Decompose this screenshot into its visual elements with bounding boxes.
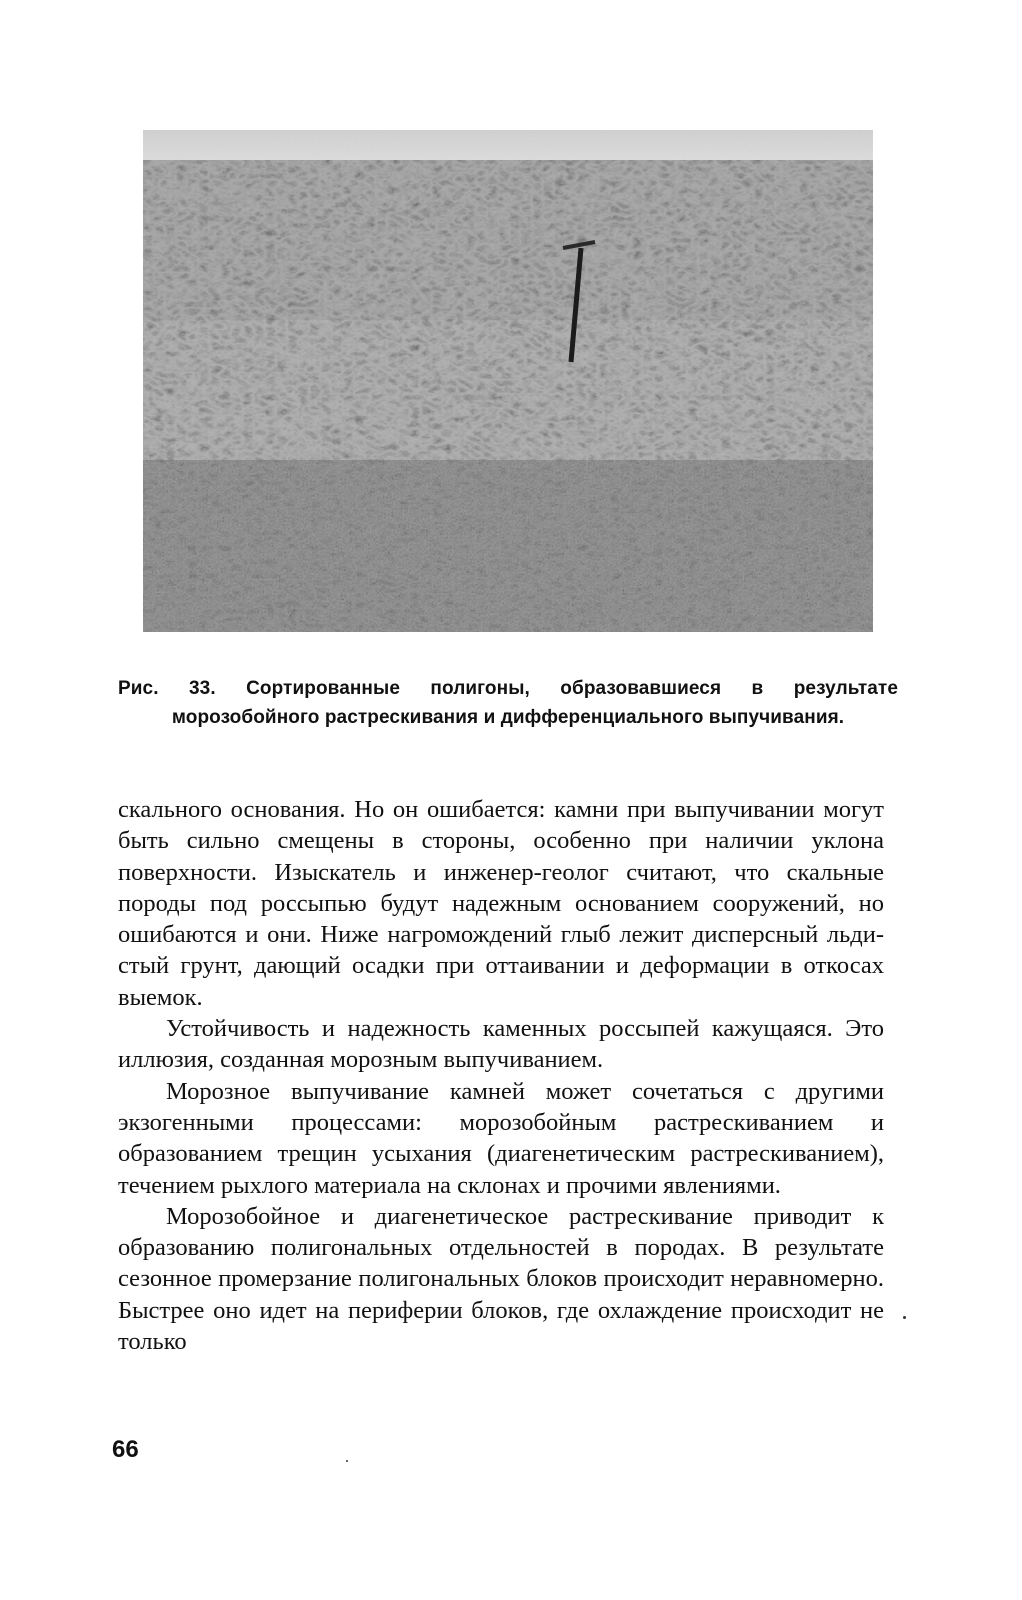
figure-photo — [143, 130, 873, 632]
paragraph-4: Морозобойное и диагенетическое растрескивание приводит к образованию полигональных отдельностей в породах. В результате сезонное промерзание полигональных блоков происходит неравномерно. Быстрее оно идет на периферии блоков, где охлаждение происходит не только — [118, 1202, 884, 1356]
paragraph-2: Устойчивость и надежность каменных россыпей кажущаяся. Это иллюзия, созданная морозным выпучиванием. — [118, 1015, 884, 1074]
paragraph-3: Морозное выпучивание камней может сочетаться с другими экзогенными процессами: морозобойным растрескиванием и образованием трещин усыхания (диагенетическим растрескиванием), течением рыхлого материала на склонах и прочими явлениями. — [118, 1077, 884, 1199]
print-speck — [346, 1460, 348, 1462]
page-number: 66 — [112, 1436, 139, 1463]
print-speck — [903, 1316, 906, 1319]
rocky-ground-photo — [143, 130, 873, 632]
figure-caption: Рис. 33. Сортированные полигоны, образовавшиеся в результате морозобойного растрескивания и дифференциального выпучивания. — [118, 678, 898, 728]
body-text — [118, 794, 884, 1357]
paragraph-1: скального основания. Но он ошибается: камни при выпучивании могут быть сильно смещены в стороны, особенно при наличии уклона поверхности. Изыскатель и инженер-геолог считают, что скальные породы под россыпью будут надежным основанием сооружений, но ошибаются и они. Ниже нагромождений глыб лежит дисперсный льдистый грунт, дающий осадки при оттаивании и деформации в откосах выемок. — [118, 796, 884, 1011]
